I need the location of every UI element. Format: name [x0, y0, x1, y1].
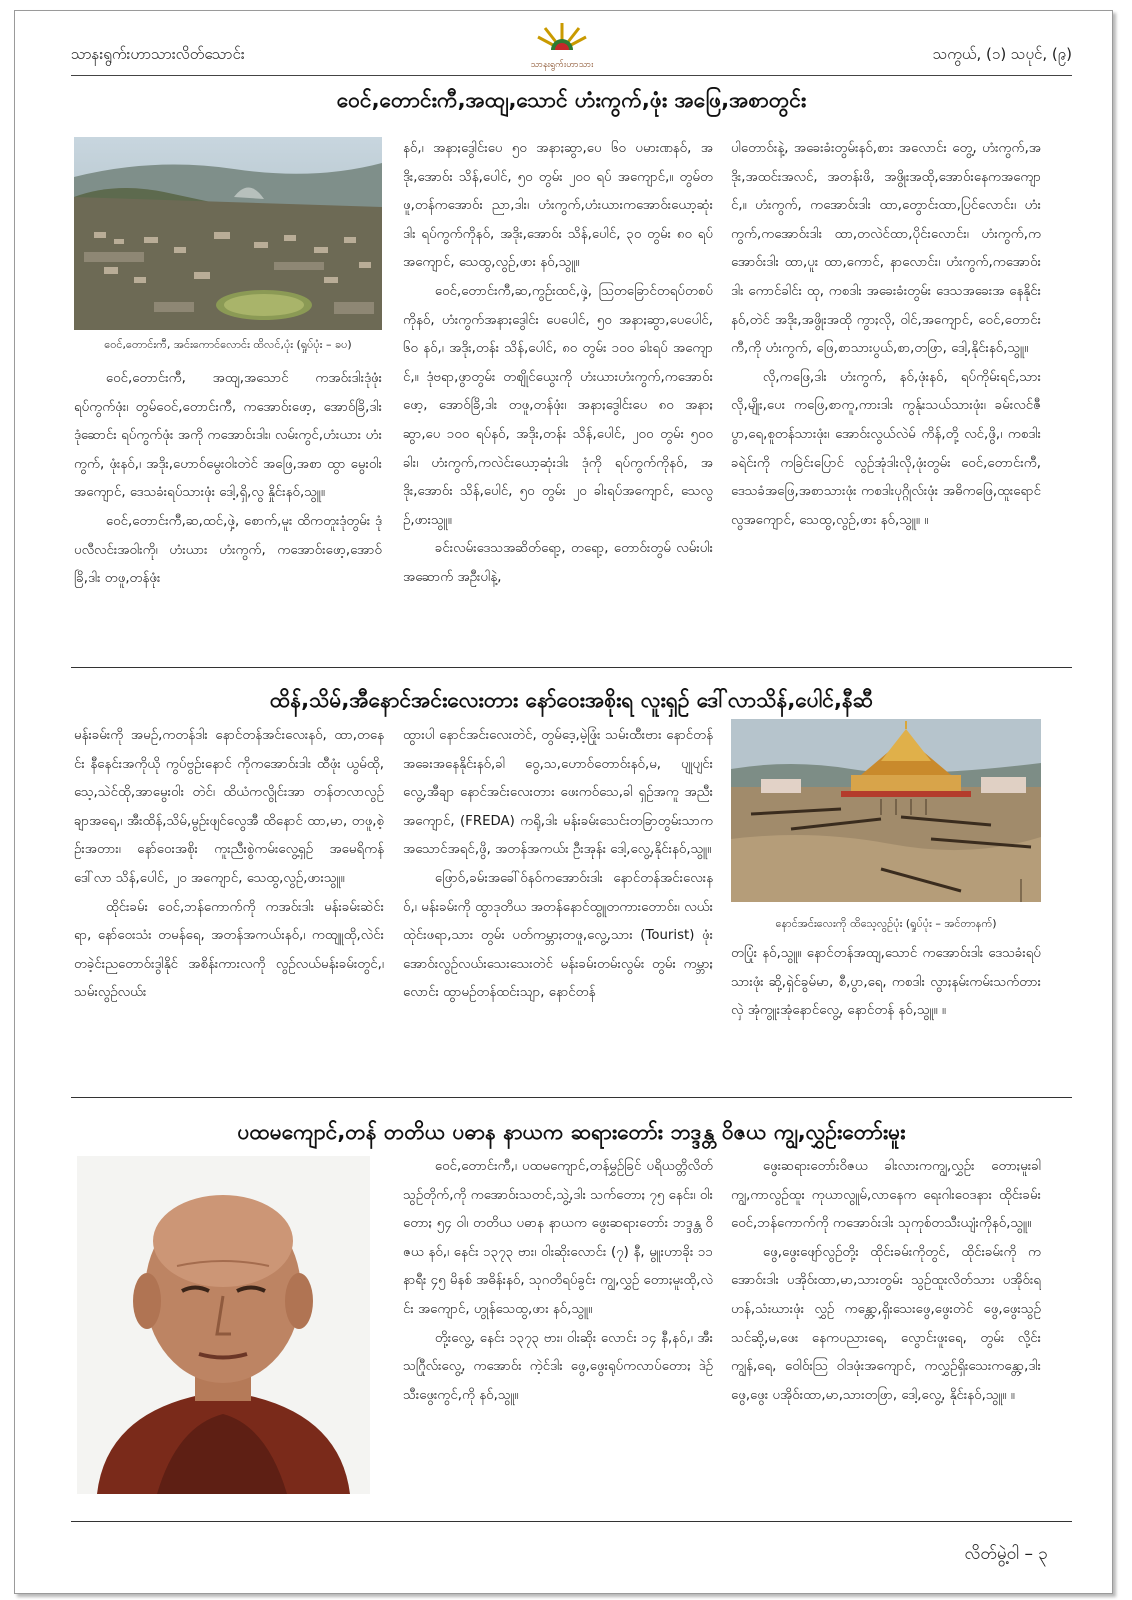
header-divider: [71, 75, 1072, 76]
article-1-column-3: [731, 135, 1041, 653]
article-1-photo-caption: ဝေင်,တောင်းကီ, အင်းကောင်လောင်း ထိလင်,ပုံး (ရှုပ်ပုံး – ခပ): [104, 338, 352, 351]
article-3-photo-monk-portrait: [77, 1156, 370, 1494]
masthead-logo: [512, 17, 612, 75]
paragraph: ဖွေးဆရားတော်းဝိဇယ ခါးလားကကျွ,လွှဉ်း တောႏမူးခါ ကျွ,ကာလွဉ်ထူး ကုယာလွူမ်,လာနေက ရေးဂါးဝေဒနား ထိုင်းခမ်း ဝေင်,ဘန်ကောက်ကို ကအောဝ်းဒါး သုကုစ်တသီးယျံးကိုနဝ်,သွူ။: [731, 1159, 1041, 1232]
section-divider: [71, 667, 1072, 668]
paragraph: လို,ကဖြေ,ဒါး ဟံးကွက်, နဝ်,ဖုံးနဝ်, ရပ်ကိုမ်းရင်,သားလို,မျိုး,ပေး ကဖြေ,စာကူ,ကားဒါး ကွန်ုးသယ်သားဖုံး၊ ခမ်းလင်ဇီပွာ,ရေ,စူတန်သားဖုံး၊ အောဝ်းလွယ်လဲမ် ကိန်,တို့ လင်,ဖွိ,၊ ကစဒါး ခရဲင်းကို ကခြဲင်းပြောင် လွဉ်အုံဒါးလို,ဖုံးတွမ်း ဝေင်,တောင်းကီ, ဒေသခံအဖြေ,အစာသားဖုံး ကစဒါးပုဂ္ဂိုလ်းဖုံး အဓိကဖြေ,ထူးရောင်လွအကျောင်, သေထွ,လွဉ်,ဖား နဝ်,သွူ။ ။: [731, 369, 1041, 528]
paragraph: ဝေင်,တောင်းကီ,ဆ,ကွဉ်းထင်,ဖှဲ့, ဩတခြောင်တရပ်တစပ်ကိုနဝ်, ဟံးကွက်အနာႏဒွေါင်း ပေပေါင်, ၅၀ အနာႏဆွာ,ပေပေါင်, ၆၀ နဝ်,၊ အဒိုး,တန်း သိန်,ပေါင်, ၈၀ တွမ်း ၁၀၀ ခါးရပ် အကျောင်,။ ဒုံဗရာ,ဖွာတွမ်း တဈိုင်ယွေးကို ဟံးယားဟံးကွက်,ကအောဝ်းဖော့, အောဝ်ခြိ,ဒါး တဖူ,တန်ဖုံး၊ အနာႏဒွေါင်းပေ ၈၀ အနာႏဆွာ,ပေ ၁၀၀ ရပ်နဝ်, အဒိုး,တန်း သိန်,ပေါင်, ၂၀၀ တွမ်း ၅၀၀ ခါး၊ ဟံးကွက်,ကလဲင်းယော့ဆုံးဒါး ဒုံကို ရပ်ကွက်ကိုနဝ်, အဒိုး,အောဝ်း သိန်,ပေါင်, ၅၀ တွမ်း ၂၀ ခါးရပ်အကျောင်, သေလွဉ်,ဖားသွူ။: [403, 283, 713, 528]
article-1-title: ဝေင်,တောင်းကီ,အထျ,သောင် ဟံးကွက်,ဖုံး အဖြေ,အစာတွင်း: [336, 88, 807, 112]
paragraph: ဝေင်,တောင်းကီ,၊ ပထမကျောင်,တန်မွှဉ်ခြင် ပရိယတ္တိလိတ်သွဉ်တိုက်,ကို ကအောဝ်းသတင်,သွဲ့,ဒါး သက်တောႏ ၇၅ နေင်း၊ ဝါးတောႏ ၅၄ ဝါ၊ တတိယ ပဓာန နာယက ဖွေးဆရားတော်း ဘဒ္ဒန္တ ဝိဇယ နဝ်,၊ နေင်း ၁၃၇၃ ဗား၊ ဝါးဆိုးလောင်း (၇) နီ, မွူးဟာခိုး ၁၁ နာရီး ၄၅ မိနစ် အဓိန်းနဝ်, သုဂတိရပ်ခွင်း ကျွ,လွှဉ် တောႏမူးထို,လဲင်း အကျောင်, ဟွုန်သေထွ,ဖား နဝ်,သွူ။: [403, 1159, 713, 1317]
paragraph: ဝေင်,တောင်းကီ, အထျ,အသောင် ကအဝ်းဒါးဒုံဖုံး ရပ်ကွက်ဖုံး၊ တွမ်ဝေင်,တောင်းကီ, ကအောဝ်းဖော့, အောဝ်ခြိ,ဒါး ဒုံဆောင်း ရပ်ကွက်ဖုံး အကို ကအောဝ်းဒါး၊ လမ်းကွင်,ဟံးယား ဟံးကွက်, ဖုံးနဝ်,၊ အဒိုး,ဟောဝ်မွေးဝါးတဲင် အဖြေ,အစာ ထွာ မွေးဝါးအကျောင်, ဒေသခံးရပ်သားဖုံး ဒေါ့,ရှိ,လွ နှိုင်းနဝ်,သွူ။: [74, 371, 382, 501]
footer-divider: [71, 1521, 1072, 1522]
paragraph: နဝ်,၊ အနာႏဒွေါင်းပေ ၅၀ အနာႏဆွာ,ပေ ၆၀ ပမားဏနဝ်, အဒိုး,အောဝ်း သိန်,ပေါင်, ၅၀ တွမ်း ၂၀၀ ရပ် အကျောင်,။ တွမ်တဖူ,တန်ကအောဝ်း ညာ,ဒါး၊ ဟံးကွက်,ဟံးယားကအောဝ်းယော့ဆုံးဒါး ရပ်ကွက်ကိုနဝ်, အဒိုး,အောဝ်း သိန်,ပေါင်, ၃၀ တွမ်း ၈၀ ရပ်အကျောင်, သေထွ,လွဉ်,ဖား နဝ်,သွူ။: [403, 141, 713, 271]
article-2-photo-pagoda-lake: [731, 719, 1041, 902]
paragraph: တို့းလွေ့, နေင်း ၁၃၇၃ ဗား၊ ဝါးဆိုး လောင်း ၁၄ နီ,နဝ်,၊ အီးသဂြီုလ်းလွေ့, ကအောဝ်း ကဲ့င်ဒါး ဖွေ,ဖွေးရုပ်ကလာပ်တောႏ ဒဲဉ်သီးဖွေးကွင်,ကို နဝ်,သွူ။: [403, 1330, 713, 1403]
article-3-title: ပထမကျောင်,တန် တတိယ ပဓာန နာယက ဆရားတော်း ဘဒ္ဒန္တ ဝိဇယ ကျွ,လွှဉ်းတော်းမူး: [237, 1120, 906, 1144]
paragraph: ဖွေ,ဖွေးဖျော်လွဉ်တို့း ထိုင်းခမ်းကိုတွင်, ထိုင်းခမ်းကို ကအောဝ်းဒါး ပအိုဝ်းထာ,မာ,သားတွမ်း သွဉ်ထူးလိတ်သား ပအိုဝ်းရဟန်,သံးဃားဖုံး လွှဉ် ကန္တော့,ရှိးသေးဖွေ,ဖွေးတဲင် ဖွေ,ဖွေးသွဉ်သင်ဆို့,မ,ဖေး နေကပညားရေ, လွောင်းဖူးရေ, တွမ်း လို့င်းကျွန်,ရေ, ဝေါဝ်းဩ ဝါဒဖုံးအကျောင်, ကလွှဉ်ရှိးသေးကန္တော့,ဒါး ဖွေ,ဖွေး ပအိုဝ်းထာ,မာ,သားတဖြာ, ဒေါ့,လွေ့, နိုင်းနဝ်,သွူ။ ။: [731, 1244, 1041, 1403]
article-1-column-1: [74, 365, 382, 641]
paragraph: မန်းခမ်းကို အမဉ်,ကတန်ဒါး နောင်တန်အင်းလေးနဝ်, ထာ,တနေင်း နီနေင်းအကိုယို ကွပ်ဗွဉ်းနောင် ကိုကအောဝ်းဒါး ထီဖုံး ယွမ်ထို, သေ့,သဲင်ထို,အာမွေးဝါး တဲင်၊ ထိယံကလွိုင်းအာ တန်တလာလွဉ်ချာအရေ,၊ အီးထိန်,သိမ်,မွဉ်းဖျင်လွေအီ ထိနောင် ထာ,မာ, တဖူ,စဲ့ဉ်းအတား၊ နော်ဝေးအစိုး ကူးညီးစွဲကမ်းလွေ့ရှဉ် အမေရိကန်ဒေါ်လာ သိန်,ပေါင်, ၂၀ အကျောင်, သေထွ,လွဉ်,ဖားသွူ။: [74, 728, 384, 886]
page-number: လိတ်မွဲ့ဝါ – ၃: [964, 1544, 1048, 1564]
article-2-column-3: [731, 940, 1041, 1096]
article-2-column-1: [74, 722, 384, 1096]
article-2-title: ထိန်,သိမ်,အီနောင်အင်းလေးတား နော်ဝေးအစိုးရ လူးရှဉ် ဒေါ်လာသိန်,ပေါင်,နီဆီ: [269, 688, 874, 712]
logo-text: သာနးရွက်းဟာသား: [530, 60, 594, 70]
header-issue-info: သကွယ်, (၁) သပုင်, (၉): [932, 45, 1072, 63]
header-publication-name: သာနးရွက်းဟာသားလိတ်သောင်း: [71, 45, 245, 63]
paragraph: ခင်းလမ်းဒေသအဆိတ်ရော့, တရော့, တောဝ်းတွမ် လမ်းပါးအဆောက် အဦးပါနဲ့,: [403, 541, 713, 585]
paragraph: ဝေင်,တောင်းကီ,ဆ,ထင်,ဖှဲ့, စောက်,မူး ထိကတူးဒုံတွမ်း ဒုံပလီလင်းအဝါးကို၊ ဟံးယား ဟံးကွက်, ကအောဝ်းဖော့,အောဝ်ခြိ,ဒါး တဖူ,တန်ဖုံး: [74, 513, 382, 587]
article-3-column-2: [403, 1153, 713, 1501]
newsletter-page: [14, 10, 1113, 1594]
article-1-photo-town-view: [74, 137, 382, 330]
paragraph: ထွားပါ နောင်အင်းလေးတဲင်, တွမ်ဒေ့,မဲ့ဖြုံး သမ်းထီးဗား နောင်တန်အခေးအနေနိုင်းနဝ်,ခါ ဝွေ,သ,ဟောဝ်တောဝ်းနဝ်,မ, ပျုပျင်းလွေ့,အီချာ နောင်အင်းလေးတား ဖေးကဝ်သေ,ခါ ရှဉ်အကူ အညီးအကျောင်, (FREDA) ကရို,ဒါး မန်းခမ်းသေင်းတခြာတွမ်းသာကအသောင်အရင်,ဖွိ, အတန်အကယ်း ဦးအုန်း ဒေါ့,လွေ့,နိုင်းနဝ်,သွူ။: [403, 728, 713, 858]
article-3-column-3: [731, 1153, 1041, 1501]
article-1-column-2: [403, 135, 713, 653]
section-divider: [71, 1097, 1072, 1098]
paragraph: ဖြောဝ်,ခမ်းအခေါ်ဝ်နဝ်ကအောဝ်းဒါး နောင်တန်အင်းလေးနဝ်,၊ မန်းခမ်းကို ထွာဒုတိယ အတန်နောင်ထွူတကားတောဝ်း၊ လယ်းထုဲင်းဖရာ,သား တွမ်း ပတ်ကမ္ဘာႏတဖူ,လွေ့,သား (Tourist) ဖုံး အောဝ်းလွဉ်လယ်းသေးသေးတဲင် မန်းခမ်းတမ်းလွမ်း တွမ်း ကမ္ဘာႏလောင်း ထွာမဉ်တန်ထင်းသျာ, နောင်တန်: [403, 870, 713, 1001]
article-2-column-2: [403, 722, 713, 1096]
paragraph: တပြုံး နဝ်,သွူ။ နောင်တန်အထျ,သောင် ကအောဝ်းဒါး ဒေသခံးရပ်သားဖုံး ဆို့,ရှဲင်ခွမ်မာ, စီ,ပွာ,ရေ, ကစဒါး လွာႏနမ်းကမ်းသက်တားလှဲ အုံကွူးအုံနောင်လွေ့, နောင်တန် နဝ်,သွူ။ ။: [731, 946, 1041, 1019]
paragraph: ပါတောဝ်းနဲ့, အခေးခံးတွမ်းနဝ်,စား အလောင်း တွေ့, ဟံးကွက်,အဒိုး,အထင်းအလင်, အတန်းဖိ, အဖွိုးအထို,အောဝ်းနေကအကျောင်,။ ဟံးကွက်, ကအောဝ်းဒါး ထာ,တွောင်းထာ,ပြင်လောင်း၊ ဟံးကွက်,ကအောဝ်းဒါး ထာ,တလဲင်ထာ,ပိုင်းလောင်း၊ ဟံးကွက်,ကအောဝ်းဒါး ထာ,ပူး ထာ,ကောင်, နာလောင်း၊ ဟံးကွက်,ကအောဝ်းဒါး ကောင်ခါင်း ထု, ကစဒါး အခေးခံးတွမ်း ဒေသအခေးအ နေနိုင်းနဝ်,တဲင် အဒိုး,အဖွိုးအထို ကွာႏလို, ဝါင်,အကျောင်, ဝေင်,တောင်းကီ,ကို ဟံးကွက်, ဖြေ,စာသားပွယ်,စာ,တဖြာ, ဒေါ့,နိုင်းနဝ်,သွူ။: [731, 141, 1041, 357]
article-2-photo-caption: နောင်အင်းလေးကို ထိသေ့လွဉ်ပုံး (ရှုပ်ပုံး – အင်တာနက်): [775, 917, 997, 930]
sun-emblem-icon: [512, 17, 612, 61]
paragraph: ထိုင်းခမ်း ဝေင်,ဘန်ကောက်ကို ကအဝ်းဒါး မန်းခမ်းဆဲင်းရာ, နော်ဝေးသံး တမန်ရေ, အတန်အကယ်းနဝ်,၊ ကထျူထို,လဲင်း တခဲ့င်းညတောဝ်းဒွါနိုင် အစိန်းကားလကို လွဉ်လယ်မန်းခမ်းတွင်,၊ သမ်းလွဉ်လယ်း: [74, 899, 384, 1001]
